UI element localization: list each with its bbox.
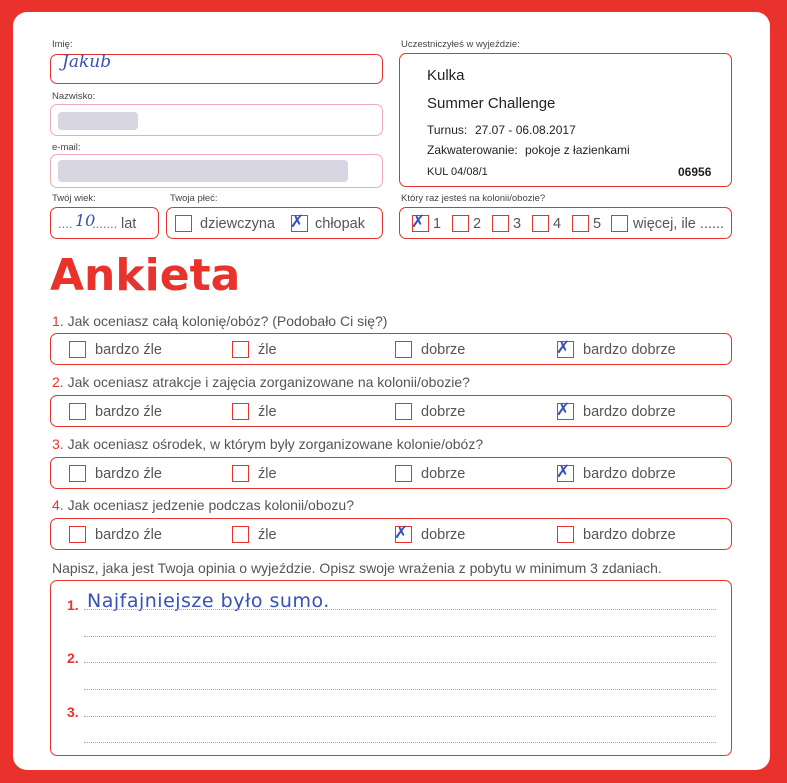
stay-program: Kulka xyxy=(427,67,465,84)
times-checkbox-5[interactable] xyxy=(572,215,589,232)
q3-checkbox-3[interactable] xyxy=(395,465,412,482)
q2-option-label-1: bardzo źle xyxy=(95,404,162,420)
q3-option-label-2: źle xyxy=(258,466,277,482)
q2-checkbox-1[interactable] xyxy=(69,403,86,420)
question-2: 2. Jak oceniasz atrakcje i zajęcia zorganizowane na kolonii/obozie? xyxy=(52,374,470,390)
q2-checkbox-4[interactable] xyxy=(556,400,574,420)
gender-label: Twoja płeć: xyxy=(170,193,218,204)
times-option-more: więcej, ile ...... xyxy=(633,216,725,232)
times-option-3: 3 xyxy=(513,216,522,232)
q4-checkbox-1[interactable] xyxy=(69,526,86,543)
age-value: 10 xyxy=(75,211,96,230)
opinion-line-1b-rule xyxy=(84,636,716,637)
q3-option-label-1: bardzo źle xyxy=(95,466,162,482)
age-dots-right: ....... xyxy=(92,216,118,231)
surname-label: Nazwisko: xyxy=(52,91,96,102)
email-label: e-mail: xyxy=(52,142,81,153)
times-option-5: 5 xyxy=(593,216,602,232)
opinion-line-2b-rule xyxy=(84,689,716,690)
opinion-line-2-rule xyxy=(84,662,716,663)
stay-label: Uczestniczyłeś w wyjeździe: xyxy=(401,39,520,50)
q2-option-label-3: dobrze xyxy=(421,404,466,420)
times-checkbox-2[interactable] xyxy=(452,215,469,232)
q2-option-label-4: bardzo dobrze xyxy=(583,404,676,420)
survey-title: Ankieta xyxy=(50,250,241,301)
times-option-1: 1 xyxy=(433,216,442,232)
name-value: Jakub xyxy=(62,52,112,72)
q4-checkbox-3[interactable] xyxy=(394,523,412,543)
q1-checkbox-1[interactable] xyxy=(69,341,86,358)
q1-checkbox-3[interactable] xyxy=(395,341,412,358)
q3-checkbox-4[interactable] xyxy=(556,462,574,482)
checkmark-x-icon: ✗ xyxy=(290,212,305,232)
q3-checkbox-2[interactable] xyxy=(232,465,249,482)
gender-option-girl: dziewczyna xyxy=(200,216,275,232)
times-checkbox-more[interactable] xyxy=(611,215,628,232)
accommodation-label: Zakwaterowanie: xyxy=(427,143,518,157)
opinion-line-1-rule xyxy=(84,609,716,610)
question-1: 1. Jak oceniasz całą kolonię/obóz? (Podobało Ci się?) xyxy=(52,313,388,329)
turnus-label: Turnus: xyxy=(427,123,468,137)
accommodation-value: pokoje z łazienkami xyxy=(525,143,630,157)
q4-checkbox-2[interactable] xyxy=(232,526,249,543)
times-checkbox-1[interactable] xyxy=(411,212,429,232)
checkmark-x-icon: ✗ xyxy=(556,462,571,482)
stay-code: KUL 04/08/1 xyxy=(427,166,488,178)
q1-option-label-4: bardzo dobrze xyxy=(583,342,676,358)
times-option-2: 2 xyxy=(473,216,482,232)
email-redaction xyxy=(58,160,348,182)
times-label: Który raz jesteś na kolonii/obozie? xyxy=(401,193,546,204)
age-dots-left: .... xyxy=(58,216,73,231)
opinion-line-3-rule xyxy=(84,716,716,717)
q4-option-label-4: bardzo dobrze xyxy=(583,527,676,543)
surname-redaction xyxy=(58,112,138,130)
q4-option-label-1: bardzo źle xyxy=(95,527,162,543)
stay-number: 06956 xyxy=(678,165,712,179)
question-3: 3. Jak oceniasz ośrodek, w którym były zorganizowane kolonie/obóz? xyxy=(52,436,484,452)
opinion-line-2-number: 2. xyxy=(67,650,79,666)
q2-checkbox-2[interactable] xyxy=(232,403,249,420)
q3-option-label-3: dobrze xyxy=(421,466,466,482)
opinion-prompt: Napisz, jaka jest Twoja opinia o wyjeździe. Opisz swoje wrażenia z pobytu w minimum 3 zdaniach. xyxy=(52,560,662,576)
name-label: Imię: xyxy=(52,39,73,50)
age-label: Twój wiek: xyxy=(52,193,96,204)
times-checkbox-4[interactable] xyxy=(532,215,549,232)
gender-checkbox-girl[interactable] xyxy=(175,215,192,232)
checkmark-x-icon: ✗ xyxy=(556,400,571,420)
gender-option-boy: chłopak xyxy=(315,216,365,232)
checkmark-x-icon: ✗ xyxy=(556,338,571,358)
question-4: 4. Jak oceniasz jedzenie podczas kolonii/obozu? xyxy=(52,497,354,513)
q4-checkbox-4[interactable] xyxy=(557,526,574,543)
q2-option-label-2: źle xyxy=(258,404,277,420)
q4-option-label-2: źle xyxy=(258,527,277,543)
times-checkbox-3[interactable] xyxy=(492,215,509,232)
q1-option-label-2: źle xyxy=(258,342,277,358)
opinion-line-3-number: 3. xyxy=(67,704,79,720)
q2-checkbox-3[interactable] xyxy=(395,403,412,420)
times-option-4: 4 xyxy=(553,216,562,232)
gender-checkbox-boy[interactable] xyxy=(290,212,308,232)
q4-option-label-3: dobrze xyxy=(421,527,466,543)
age-unit: lat xyxy=(121,216,137,232)
opinion-line-3b-rule xyxy=(84,742,716,743)
checkmark-x-icon: ✗ xyxy=(411,212,426,232)
turnus-value: 27.07 - 06.08.2017 xyxy=(475,123,576,137)
q1-option-label-1: bardzo źle xyxy=(95,342,162,358)
q1-option-label-3: dobrze xyxy=(421,342,466,358)
q3-checkbox-1[interactable] xyxy=(69,465,86,482)
stay-program-sub: Summer Challenge xyxy=(427,95,556,112)
checkmark-x-icon: ✗ xyxy=(394,523,409,543)
q3-option-label-4: bardzo dobrze xyxy=(583,466,676,482)
opinion-line-1-text: Najfajniejsze było sumo. xyxy=(87,590,330,612)
q1-checkbox-4[interactable] xyxy=(556,338,574,358)
opinion-line-1-number: 1. xyxy=(67,597,79,613)
q1-checkbox-2[interactable] xyxy=(232,341,249,358)
